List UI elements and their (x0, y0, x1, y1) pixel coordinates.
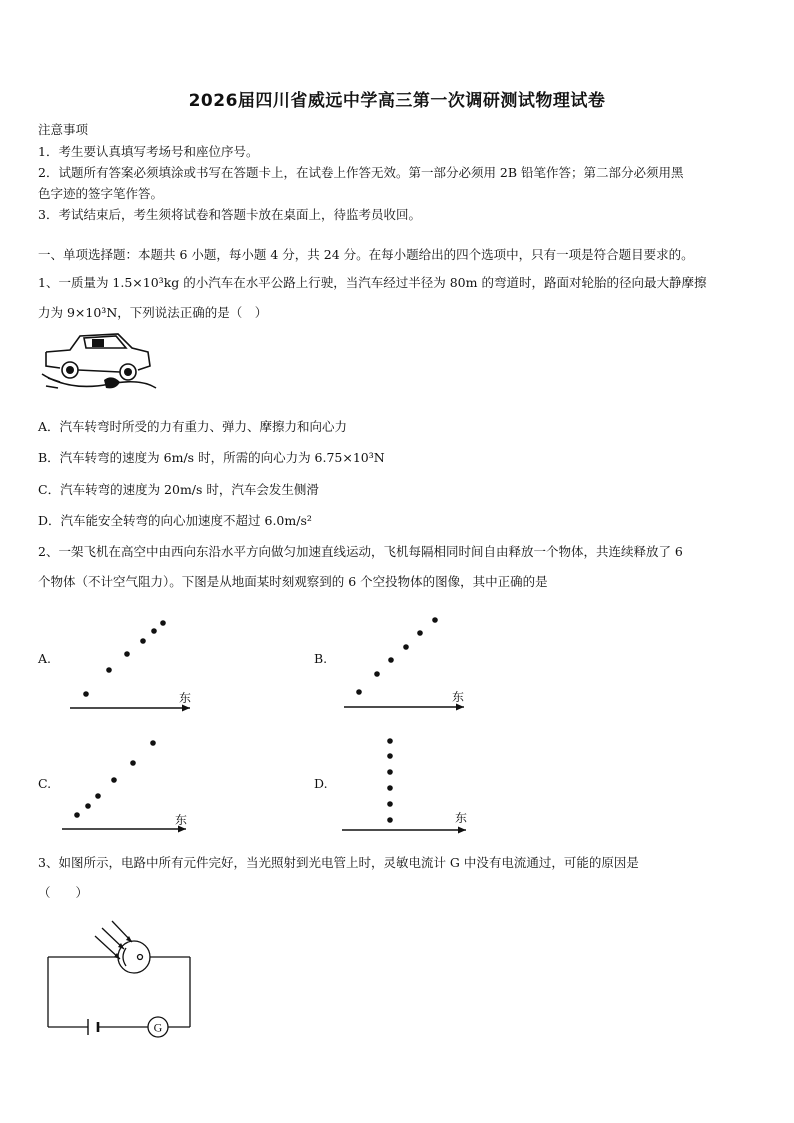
dropped-object (111, 777, 117, 783)
dropped-object (374, 671, 380, 677)
notice-item: 2．试题所有答案必须填涂或书写在答题卡上，在试卷上作答无效。第一部分必须用 2B 铅笔作答；第二部分必须用黑 (38, 165, 684, 180)
q1-option-d: D．汽车能安全转弯的向心加速度不超过 6.0m/s² (38, 513, 312, 528)
q3-stem: （ ） (38, 885, 89, 900)
q2-option-b-label: B. (314, 651, 328, 666)
car-illustration (40, 328, 160, 400)
q2-option-d-label: D. (314, 776, 328, 791)
arrow-head-icon (458, 827, 466, 834)
q1-option-c: C．汽车转弯的速度为 20m/s 时，汽车会发生侧滑 (38, 482, 319, 497)
dropped-object (95, 793, 101, 799)
q1-stem: 1、一质量为 1.5×10³kg 的小汽车在水平公路上行驶，当汽车经过半径为 80m 的弯道时，路面对轮胎的径向最大静摩擦 (38, 275, 707, 290)
dropped-object (150, 740, 156, 746)
q2-option-c-label: C. (38, 776, 52, 791)
dropped-object (106, 667, 112, 673)
notice-item: 色字迹的签字笔作答。 (38, 186, 164, 201)
axis-label-east: 东 (175, 813, 188, 827)
q2-option-d-figure (340, 730, 472, 836)
dropped-object (83, 691, 89, 697)
q3-stem: 3、如图所示，电路中所有元件完好，当光照射到光电管上时，灵敏电流计 G 中没有电流通过，可能的原因是 (38, 855, 639, 870)
q1-option-b: B．汽车转弯的速度为 6m/s 时，所需的向心力为 6.75×10³N (38, 450, 385, 465)
dropped-object (387, 738, 393, 744)
axis-label-east: 东 (179, 691, 192, 705)
section-heading: 一、单项选择题：本题共 6 小题，每小题 4 分，共 24 分。在每小题给出的四个选项中，只有一项是符合题目要求的。 (38, 247, 694, 262)
notice-heading: 注意事项 (38, 122, 89, 137)
q1-option-a: A．汽车转弯时所受的力有重力、弹力、摩擦力和向心力 (38, 419, 348, 434)
notice-item: 3．考试结束后，考生须将试卷和答题卡放在桌面上，待监考员收回。 (38, 207, 421, 222)
dropped-object (417, 630, 423, 636)
axis-label-east: 东 (455, 811, 468, 825)
dropped-object (387, 785, 393, 791)
dropped-object (74, 812, 80, 818)
photocell-circuit-diagram (40, 914, 200, 1040)
dropped-object (85, 803, 91, 809)
anode (138, 955, 143, 960)
q1-stem: 力为 9×10³N，下列说法正确的是（ ） (38, 305, 268, 320)
dropped-object (432, 617, 438, 623)
dropped-object (388, 657, 394, 663)
page-title: 2026届四川省威远中学高三第一次调研测试物理试卷 (188, 91, 606, 111)
dropped-object (403, 644, 409, 650)
dropped-object (387, 817, 393, 823)
dropped-object (151, 628, 157, 634)
dropped-object (387, 753, 393, 759)
dropped-object (387, 801, 393, 807)
q2-stem: 2、一架飞机在高空中由西向东沿水平方向做匀加速直线运动，飞机每隔相同时间自由释放一个物体，共连续释放了 6 (38, 544, 683, 559)
dropped-object (130, 760, 136, 766)
notice-item: 1．考生要认真填写考场号和座位序号。 (38, 144, 259, 159)
q2-stem: 个物体（不计空气阻力）。下图是从地面某时刻观察到的 6 个空投物体的图像，其中正确的是 (38, 574, 548, 589)
dropped-object (160, 620, 166, 626)
galvanometer-label: G (153, 1020, 163, 1035)
dropped-object (387, 769, 393, 775)
cathode (123, 948, 126, 966)
dropped-object (124, 651, 130, 657)
q2-option-a-label: A. (38, 651, 52, 666)
axis-label-east: 东 (452, 690, 465, 704)
dropped-object (356, 689, 362, 695)
dropped-object (140, 638, 146, 644)
